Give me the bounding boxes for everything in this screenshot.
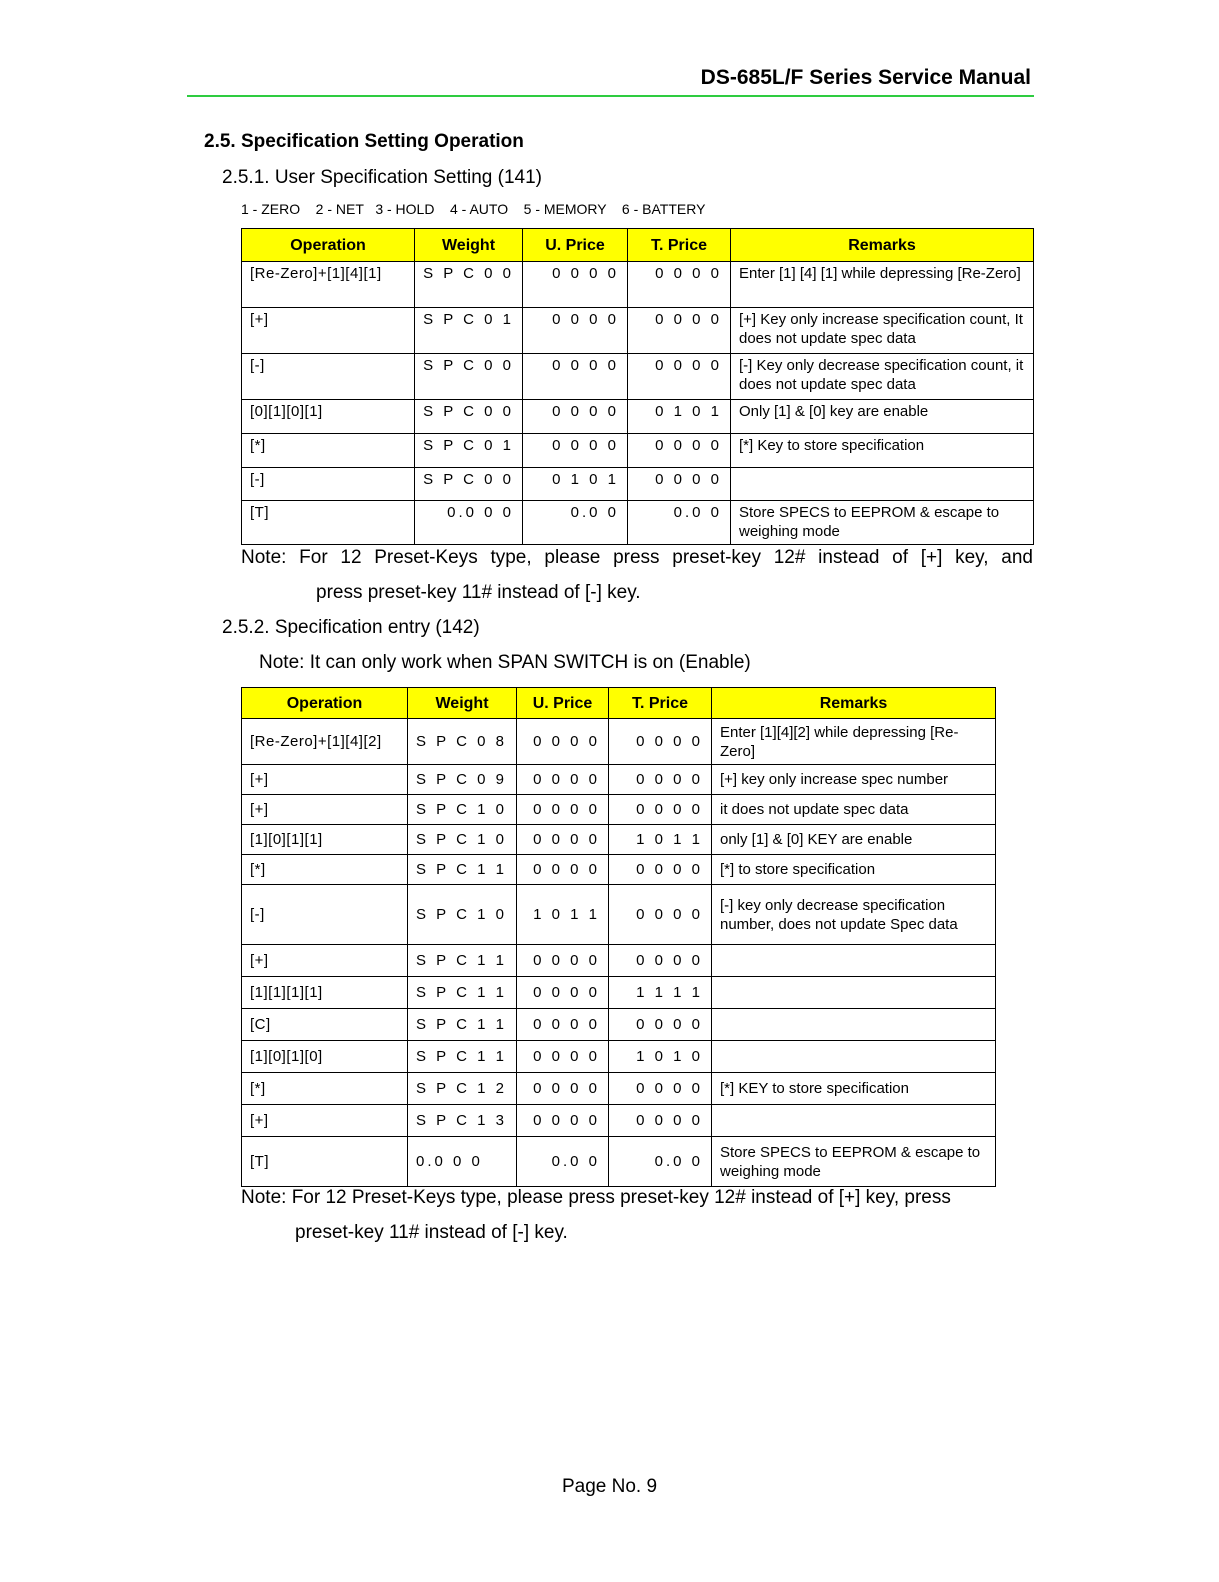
cell-total-price: 0 0 0 0 [628, 468, 731, 501]
cell-unit-price: 0 0 0 0 [517, 977, 609, 1009]
cell-unit-price: 0 0 0 0 [517, 795, 609, 825]
cell-unit-price: 0 1 0 1 [523, 468, 628, 501]
cell-total-price: 0 0 0 0 [609, 945, 712, 977]
col-header-total-price: T. Price [628, 229, 731, 262]
table-row [242, 825, 996, 855]
table-row [242, 1137, 996, 1187]
cell-unit-price: 0 0 0 0 [517, 855, 609, 885]
cell-operation: [Re-Zero]+[1][4][2] [242, 719, 408, 765]
table-row [242, 885, 996, 945]
cell-remarks: Store SPECS to EEPROM & escape to weighing mode [712, 1137, 996, 1187]
cell-remarks [731, 468, 1034, 501]
table-row [242, 468, 1034, 501]
cell-weight: S P C 1 1 [408, 1009, 517, 1041]
table-header-row [242, 229, 1034, 262]
cell-weight: 0.0 0 0 [415, 501, 523, 545]
cell-weight: S P C 1 1 [408, 1041, 517, 1073]
table-row [242, 765, 996, 795]
cell-total-price: 0 0 0 0 [609, 719, 712, 765]
spec-entry-note: Note: For 12 Preset-Keys type, please press preset-key 12# instead of [+] key, press [241, 1187, 951, 1208]
status-legend: 1 - ZERO 2 - NET 3 - HOLD 4 - AUTO 5 - MEMORY 6 - BATTERY [241, 201, 706, 217]
cell-remarks [712, 1009, 996, 1041]
spec-entry-table [241, 687, 996, 1187]
cell-unit-price: 0.0 0 [523, 501, 628, 545]
cell-operation: [C] [242, 1009, 408, 1041]
cell-total-price: 0 1 0 1 [628, 400, 731, 434]
table-row [242, 1009, 996, 1041]
cell-total-price: 0.0 0 [628, 501, 731, 545]
cell-total-price: 0 0 0 0 [628, 354, 731, 400]
col-header-operation: Operation [242, 229, 415, 262]
cell-remarks: [-] Key only decrease specification count, it does not update spec data [731, 354, 1034, 400]
cell-unit-price: 0 0 0 0 [517, 945, 609, 977]
cell-total-price: 1 1 1 1 [609, 977, 712, 1009]
cell-remarks [712, 977, 996, 1009]
cell-unit-price: 0 0 0 0 [517, 1073, 609, 1105]
cell-remarks: [+] Key only increase specification count, It does not update spec data [731, 308, 1034, 354]
cell-operation: [+] [242, 1105, 408, 1137]
cell-weight: S P C 0 9 [408, 765, 517, 795]
cell-weight: S P C 1 0 [408, 885, 517, 945]
cell-operation: [1][0][1][0] [242, 1041, 408, 1073]
cell-unit-price: 0 0 0 0 [523, 308, 628, 354]
col-header-remarks: Remarks [712, 688, 996, 719]
col-header-unit-price: U. Price [517, 688, 609, 719]
cell-remarks: Enter [1][4][2] while depressing [Re-Zero] [712, 719, 996, 765]
cell-weight: S P C 1 1 [408, 855, 517, 885]
col-header-total-price: T. Price [609, 688, 712, 719]
cell-remarks: [-] key only decrease specification number, does not update Spec data [712, 885, 996, 945]
cell-remarks: it does not update spec data [712, 795, 996, 825]
col-header-remarks: Remarks [731, 229, 1034, 262]
cell-weight: S P C 1 0 [408, 825, 517, 855]
cell-remarks: Store SPECS to EEPROM & escape to weighing mode [731, 501, 1034, 545]
cell-weight: S P C 1 1 [408, 945, 517, 977]
cell-remarks [712, 1041, 996, 1073]
cell-operation: [+] [242, 765, 408, 795]
table-row [242, 308, 1034, 354]
spec-entry-note-cont: preset-key 11# instead of [-] key. [295, 1222, 568, 1243]
cell-operation: [T] [242, 1137, 408, 1187]
cell-operation: [1][0][1][1] [242, 825, 408, 855]
cell-operation: [+] [242, 945, 408, 977]
header-divider [187, 95, 1034, 97]
table-header-row [242, 688, 996, 719]
user-spec-note: Note: For 12 Preset-Keys type, please press preset-key 12# instead of [+] key, and [241, 547, 1033, 568]
cell-operation: [-] [242, 885, 408, 945]
cell-total-price: 0 0 0 0 [609, 855, 712, 885]
page-number: Page No. 9 [561, 1476, 658, 1497]
cell-unit-price: 0 0 0 0 [517, 1041, 609, 1073]
cell-remarks [712, 945, 996, 977]
cell-operation: [Re-Zero]+[1][4][1] [242, 262, 415, 308]
col-header-operation: Operation [242, 688, 408, 719]
table-row [242, 501, 1034, 545]
cell-total-price: 0 0 0 0 [609, 885, 712, 945]
col-header-weight: Weight [415, 229, 523, 262]
cell-operation: [*] [242, 434, 415, 468]
table-row [242, 945, 996, 977]
cell-remarks: only [1] & [0] KEY are enable [712, 825, 996, 855]
cell-operation: [0][1][0][1] [242, 400, 415, 434]
table-row [242, 1073, 996, 1105]
cell-weight: S P C 0 0 [415, 400, 523, 434]
user-spec-heading: 2.5.1. User Specification Setting (141) [222, 167, 543, 188]
user-spec-table [241, 228, 1034, 545]
cell-total-price: 0 0 0 0 [628, 262, 731, 308]
cell-weight: S P C 1 0 [408, 795, 517, 825]
table-row [242, 400, 1034, 434]
cell-unit-price: 0 0 0 0 [523, 354, 628, 400]
cell-operation: [1][1][1][1] [242, 977, 408, 1009]
cell-weight: S P C 0 8 [408, 719, 517, 765]
cell-operation: [+] [242, 308, 415, 354]
cell-remarks: [*] to store specification [712, 855, 996, 885]
cell-unit-price: 0 0 0 0 [517, 1105, 609, 1137]
cell-operation: [*] [242, 1073, 408, 1105]
cell-weight: S P C 1 3 [408, 1105, 517, 1137]
table-row [242, 434, 1034, 468]
cell-weight: 0.0 0 0 [408, 1137, 517, 1187]
cell-operation: [*] [242, 855, 408, 885]
cell-total-price: 0 0 0 0 [628, 308, 731, 354]
cell-total-price: 0.0 0 [609, 1137, 712, 1187]
table-row [242, 354, 1034, 400]
section-heading: 2.5. Specification Setting Operation [204, 131, 524, 152]
table-row [242, 795, 996, 825]
cell-weight: S P C 1 1 [408, 977, 517, 1009]
document-title: DS-685L/F Series Service Manual [700, 66, 1031, 89]
cell-remarks [712, 1105, 996, 1137]
cell-operation: [-] [242, 468, 415, 501]
cell-unit-price: 0 0 0 0 [517, 719, 609, 765]
cell-total-price: 0 0 0 0 [628, 434, 731, 468]
table-row [242, 1041, 996, 1073]
table-row [242, 262, 1034, 308]
cell-total-price: 0 0 0 0 [609, 1009, 712, 1041]
cell-remarks: Enter [1] [4] [1] while depressing [Re-Zero] [731, 262, 1034, 308]
spec-entry-heading: 2.5.2. Specification entry (142) [222, 617, 480, 638]
table-row [242, 977, 996, 1009]
col-header-weight: Weight [408, 688, 517, 719]
cell-unit-price: 0 0 0 0 [517, 1009, 609, 1041]
cell-unit-price: 0 0 0 0 [523, 262, 628, 308]
cell-weight: S P C 0 0 [415, 468, 523, 501]
cell-remarks: [*] KEY to store specification [712, 1073, 996, 1105]
user-spec-note-cont: press preset-key 11# instead of [-] key. [316, 582, 641, 603]
cell-weight: S P C 1 2 [408, 1073, 517, 1105]
cell-total-price: 0 0 0 0 [609, 1073, 712, 1105]
cell-unit-price: 0.0 0 [517, 1137, 609, 1187]
cell-unit-price: 0 0 0 0 [517, 765, 609, 795]
table-row [242, 1105, 996, 1137]
table-row [242, 855, 996, 885]
cell-weight: S P C 0 1 [415, 434, 523, 468]
cell-total-price: 0 0 0 0 [609, 795, 712, 825]
cell-weight: S P C 0 0 [415, 262, 523, 308]
cell-total-price: 1 0 1 1 [609, 825, 712, 855]
cell-unit-price: 1 0 1 1 [517, 885, 609, 945]
col-header-unit-price: U. Price [523, 229, 628, 262]
table-row [242, 719, 996, 765]
cell-remarks: Only [1] & [0] key are enable [731, 400, 1034, 434]
cell-total-price: 0 0 0 0 [609, 1105, 712, 1137]
cell-unit-price: 0 0 0 0 [517, 825, 609, 855]
cell-total-price: 0 0 0 0 [609, 765, 712, 795]
cell-weight: S P C 0 1 [415, 308, 523, 354]
cell-operation: [-] [242, 354, 415, 400]
cell-operation: [+] [242, 795, 408, 825]
cell-weight: S P C 0 0 [415, 354, 523, 400]
cell-unit-price: 0 0 0 0 [523, 434, 628, 468]
cell-remarks: [+] key only increase spec number [712, 765, 996, 795]
cell-operation: [T] [242, 501, 415, 545]
cell-total-price: 1 0 1 0 [609, 1041, 712, 1073]
spec-entry-condition: Note: It can only work when SPAN SWITCH is on (Enable) [259, 652, 751, 673]
cell-unit-price: 0 0 0 0 [523, 400, 628, 434]
cell-remarks: [*] Key to store specification [731, 434, 1034, 468]
